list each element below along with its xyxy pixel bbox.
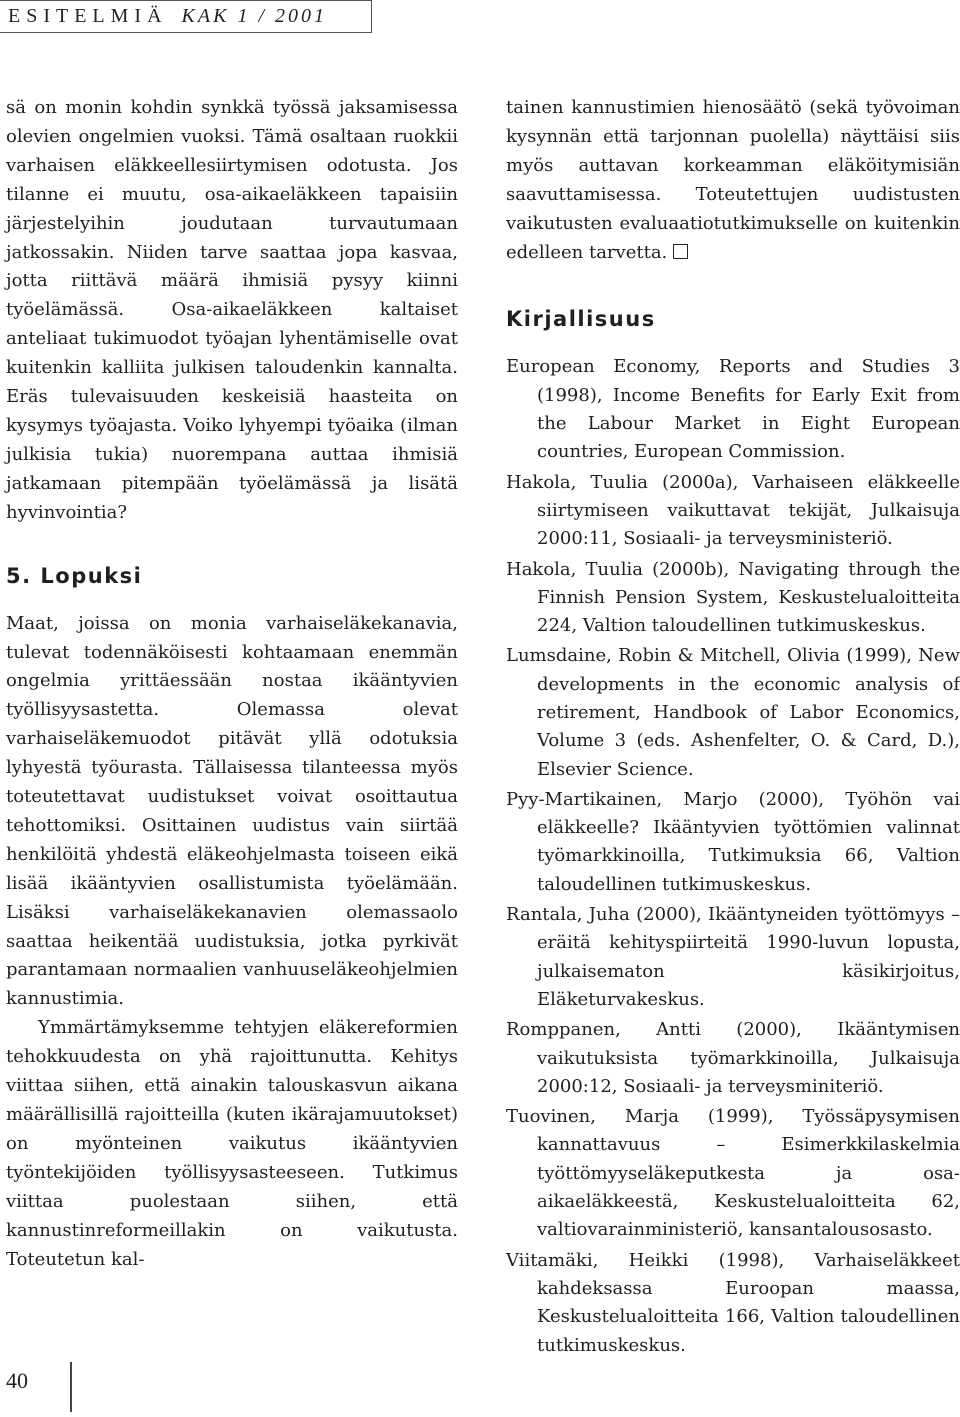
reference-item: Tuovinen, Marja (1999), Työssäpysymisen kannattavuus – Esimerkkilaskelmia työttömyyseläkeputkesta ja osa-aikaeläkkeestä, Keskustelualoitteita 62, valtiovarainministeriö, kansantalousosasto. bbox=[506, 1106, 960, 1241]
issue-label: KAK 1 / 2001 bbox=[181, 5, 327, 27]
left-paragraph-1: sä on monin kohdin synkkä työssä jaksamisessa olevien ongelmien vuoksi. Tämä osaltaan ruokkii varhaisen eläkkeellesiirtymisen odotusta. Jos tilanne ei muutu, osa-aikaeläkkeen tapaisiin järjestelyihin joudutaan turvautumaan jatkossakin. Niiden tarve saattaa jopa kasvaa, jotta riittävä määrä ihmisiä pysyy kiinni työelämässä. Osa-aikaeläkkeen kaltaiset anteliaat tukimuodot työajan lyhentämiselle ovat kuitenkin kalliita julkisen taloudenkin kannalta. Eräs tulevaisuuden keskeisiä haasteita on kysymys työajasta. Voiko lyhyempi työaika (ilman julkisia tukia) nuorempana auttaa ihmisiä jatkamaan pitempään työelämässä ja lisätä hyvinvointia? bbox=[6, 97, 458, 523]
right-column bbox=[506, 94, 960, 1362]
left-paragraph-2: Maat, joissa on monia varhaiseläkekanavia, tulevat todennäköisesti kohtaamaan enemmän ongelmia yrittäessään nostaa ikääntyvien työllisyysastetta. Olemassa olevat varhaiseläkemuodot pitävät yllä odotuksia lyhyestä työurasta. Tällaisessa tilanteessa myös toteutettavat uudistukset voivat osoittautua tehottomiksi. Osittainen uudistus vain siirtää henkilöitä yhdestä eläkeohjelmasta toiseen eikä lisää ikääntyvien osallistumista työelämään. Lisäksi varhaiseläkekanavien olemassaolo saattaa heikentää uudistuksia, jotka pyrkivät parantamaan normaalien vanhuuseläkeohjelmien kannustimia. bbox=[6, 612, 458, 1010]
right-paragraph-1 bbox=[506, 94, 960, 267]
section-label: ESITELMIÄ bbox=[8, 5, 168, 27]
page-footer bbox=[0, 1362, 80, 1417]
reference-item: Hakola, Tuulia (2000b), Navigating through the Finnish Pension System, Keskustelualoitteita 224, Valtion taloudellinen tutkimuskeskus. bbox=[506, 558, 960, 637]
running-header bbox=[0, 0, 372, 33]
page-number: 40 bbox=[6, 1368, 28, 1393]
reference-item: Romppanen, Antti (2000), Ikääntymisen vaikutuksista työmarkkinoilla, Julkaisuja 2000:12, Sosiaali- ja terveysminiteriö. bbox=[506, 1019, 960, 1097]
footer-divider bbox=[70, 1362, 72, 1412]
reference-item: European Economy, Reports and Studies 3 (1998), Income Benefits for Early Exit from the Labour Market in Eight European countries, European Commission. bbox=[506, 356, 960, 463]
end-of-article-icon bbox=[673, 244, 688, 259]
reference-item: Lumsdaine, Robin & Mitchell, Olivia (1999), New developments in the economic analysis of retirement, Handbook of Labor Economics, Volume 3 (eds. Ashenfelter, O. & Card, D.), Elsevier Science. bbox=[506, 645, 960, 780]
reference-item: Pyy-Martikainen, Marjo (2000), Työhön vai eläkkeelle? Ikääntyvien työttömien valinnat työmarkkinoilla, Tutkimuksia 66, Valtion taloudellinen tutkimuskeskus. bbox=[506, 788, 960, 895]
left-paragraph-3: Ymmärtämyksemme tehtyjen eläkereformien tehokkuudesta on yhä rajoittunutta. Kehitys viittaa siihen, että ainakin talouskasvun aikana määrällisillä rajoitteilla (kuten ikärajamuutokset) on myönteinen vaikutus ikääntyvien työntekijöiden työllisyysasteeseen. Tutkimus viittaa puolestaan siihen, että kannustinreformeillakin on vaikutusta. Toteutetun kal- bbox=[6, 1017, 458, 1270]
reference-item: Hakola, Tuulia (2000a), Varhaiseen eläkkeelle siirtymiseen vaikuttavat tekijät, Julkaisuja 2000:11, Sosiaali- ja terveysministeriö. bbox=[506, 471, 960, 550]
section-heading-kirjallisuus: Kirjallisuus bbox=[506, 307, 656, 332]
right-paragraph-1-text: tainen kannustimien hienosäätö (sekä työvoiman kysynnän että tarjonnan puolella) näyttäisi siis myös auttavan korkeamman eläköitymisiän saavuttamisessa. Toteutettujen uudistusten vaikutusten evaluaatiotutkimukselle on kuitenkin edelleen tarvetta. bbox=[506, 97, 960, 263]
reference-item: Rantala, Juha (2000), Ikääntyneiden työttömyys – eräitä kehityspiirteitä 1990-luvun lopusta, julkaisematon käsikirjoitus, Eläketurvakeskus. bbox=[506, 904, 960, 1010]
left-column bbox=[6, 94, 458, 1274]
reference-item: Viitamäki, Heikki (1998), Varhaiseläkkeet kahdeksassa Euroopan maassa, Keskustelualoitteita 166, Valtion taloudellinen tutkimuskeskus. bbox=[506, 1249, 960, 1356]
section-heading-lopuksi: 5. Lopuksi bbox=[6, 563, 143, 588]
reference-list bbox=[506, 353, 960, 1359]
